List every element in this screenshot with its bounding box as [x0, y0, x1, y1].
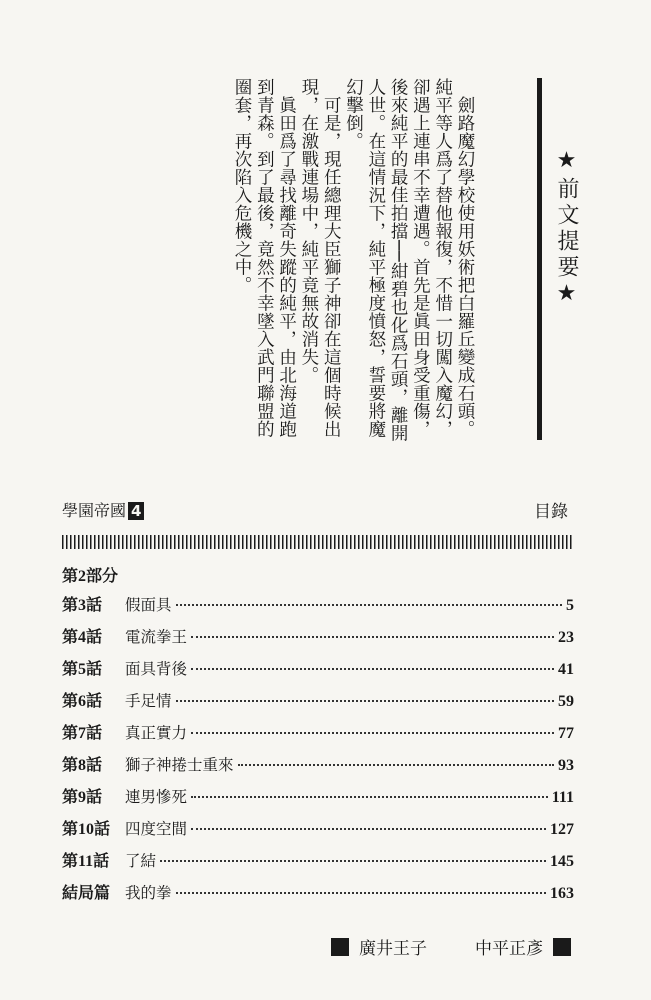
page-number: 93 — [558, 757, 574, 774]
chapter-name: 我的拳 — [125, 884, 172, 902]
synopsis-heading: ★前文提要★ — [554, 148, 579, 310]
credits — [331, 934, 571, 959]
chapter-name: 獅子神捲士重來 — [125, 756, 234, 774]
synopsis-paragraph: 可是，現任總理大臣獅子神卻在這個時候出現，在激戰連場中，純平竟無故消失。 — [298, 78, 342, 438]
chapter-number: 第3話 — [62, 597, 103, 614]
dot-leader — [191, 667, 554, 670]
dot-leader — [191, 827, 546, 830]
chapter-name: 四度空間 — [125, 820, 188, 838]
synopsis-text — [140, 78, 476, 448]
chapter-number: 結局篇 — [62, 885, 111, 902]
page-number: 41 — [558, 661, 574, 678]
page-number: 163 — [550, 885, 574, 902]
chapter-number: 第9話 — [62, 789, 103, 806]
dot-leader — [176, 699, 554, 702]
dot-leader — [191, 635, 554, 638]
part-label: 第2部分 — [62, 568, 119, 585]
dot-leader — [160, 859, 546, 862]
volume-badge: 4 — [128, 502, 144, 520]
dot-leader — [238, 763, 554, 766]
chapter-name: 手足情 — [125, 692, 172, 710]
synopsis-paragraph: 眞田爲了尋找離奇失蹤的純平，由北海道跑到青森。到了最後，竟然不幸墜入武門聯盟的圈套，再次陷入危機之中。 — [232, 78, 297, 438]
author-name: 廣井王子 — [359, 939, 427, 959]
table-of-contents — [62, 592, 574, 912]
toc-row — [62, 624, 574, 656]
page-number: 23 — [558, 629, 574, 646]
chapter-number: 第5話 — [62, 661, 103, 678]
dot-leader — [176, 891, 546, 894]
page-number: 59 — [558, 693, 574, 710]
page-number: 5 — [566, 597, 574, 614]
chapter-number: 第6話 — [62, 693, 103, 710]
toc-row — [62, 880, 574, 912]
chapter-name: 電流拳王 — [125, 628, 188, 646]
chapter-number: 第4話 — [62, 629, 103, 646]
vertical-divider — [537, 78, 542, 440]
chapter-number: 第7話 — [62, 725, 103, 742]
page-number: 111 — [551, 789, 574, 806]
toc-row — [62, 752, 574, 784]
tick-rule — [62, 535, 572, 549]
synopsis-paragraph: 劍路魔幻學校使用妖術把白羅丘變成石頭。純平等人爲了替他報復，不惜一切闖入魔幻，卻遇上連串不幸遭遇。首先是眞田身受重傷，後來純平的最佳拍擋──紺碧也化爲石頭，離開人世。在這情況下，純平極度憤怒，誓要將魔幻擊倒。 — [343, 78, 475, 443]
page-number: 127 — [550, 821, 574, 838]
chapter-name: 了結 — [125, 852, 157, 870]
toc-row — [62, 784, 574, 816]
toc-header — [62, 495, 572, 523]
dot-leader — [191, 795, 548, 798]
toc-row — [62, 688, 574, 720]
chapter-number: 第11話 — [62, 853, 110, 870]
chapter-number: 第8話 — [62, 757, 103, 774]
toc-row — [62, 656, 574, 688]
square-marker-icon — [553, 938, 571, 956]
chapter-name: 假面具 — [125, 596, 172, 614]
page-number: 77 — [558, 725, 574, 742]
book-title: 學園帝國 4 — [62, 498, 144, 521]
square-marker-icon — [331, 938, 349, 956]
toc-row — [62, 592, 574, 624]
toc-title: 目錄 — [534, 502, 568, 522]
chapter-name: 面具背後 — [125, 660, 188, 678]
toc-row — [62, 720, 574, 752]
chapter-name: 連男慘死 — [125, 788, 188, 806]
dot-leader — [191, 731, 554, 734]
toc-row — [62, 848, 574, 880]
chapter-number: 第10話 — [62, 821, 111, 838]
toc-row — [62, 816, 574, 848]
page-number: 145 — [550, 853, 574, 870]
artist-name: 中平正彥 — [475, 939, 543, 959]
chapter-name: 真正實力 — [125, 724, 188, 742]
dot-leader — [176, 603, 562, 606]
